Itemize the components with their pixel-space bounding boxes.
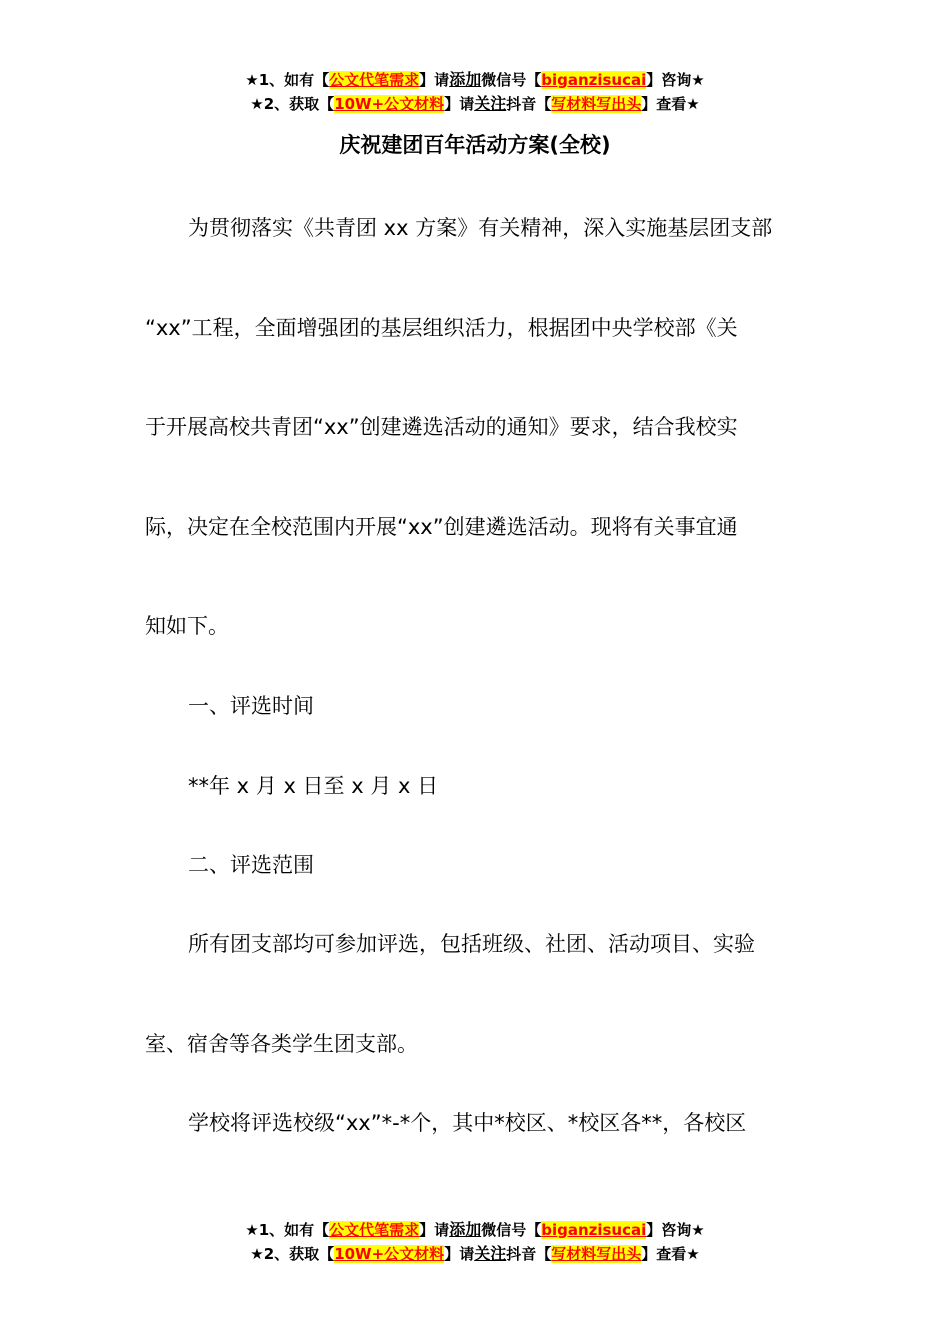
banner-line-1: ★1、如有【公文代笔需求】请添加微信号【biganzisucai】咨询★: [245, 70, 705, 89]
banner-line-2: ★2、获取【10W+公文材料】请关注抖音【写材料写出头】查看★: [250, 94, 700, 113]
wechat-id-highlight: biganzisucai: [541, 71, 647, 89]
body-line: **年 x 月 x 日至 x 月 x 日: [188, 774, 439, 798]
wechat-id-highlight: biganzisucai: [541, 1221, 647, 1239]
bottom-banner: [0, 1218, 950, 1266]
body-line: 所有团支部均可参加评选，包括班级、社团、活动项目、实验: [188, 932, 755, 956]
body-line: 于开展高校共青团“xx”创建遴选活动的通知》要求，结合我校实: [145, 415, 738, 439]
ghostwriting-highlight: 公文代笔需求: [329, 71, 420, 89]
banner-line-1: ★1、如有【公文代笔需求】请添加微信号【biganzisucai】咨询★: [245, 1220, 705, 1239]
body-line: “xx”工程，全面增强团的基层组织活力，根据团中央学校部《关: [145, 316, 738, 340]
body-line: 知如下。: [145, 614, 229, 638]
section-heading: 二、评选范围: [188, 853, 314, 877]
douyin-highlight: 写材料写出头: [551, 1245, 642, 1263]
section-heading: 一、评选时间: [188, 694, 314, 718]
body-line: 为贯彻落实《共青团 xx 方案》有关精神，深入实施基层团支部: [188, 216, 773, 240]
body-line: 室、宿舍等各类学生团支部。: [145, 1032, 418, 1056]
document-title: 庆祝建团百年活动方案(全校): [339, 133, 611, 157]
douyin-highlight: 写材料写出头: [551, 95, 642, 113]
body-line: 学校将评选校级“xx”*-*个，其中*校区、*校区各**，各校区: [188, 1111, 747, 1135]
ghostwriting-highlight: 公文代笔需求: [329, 1221, 420, 1239]
top-banner: [0, 68, 950, 116]
banner-line-2: ★2、获取【10W+公文材料】请关注抖音【写材料写出头】查看★: [250, 1244, 700, 1263]
body-line: 际，决定在全校范围内开展“xx”创建遴选活动。现将有关事宜通: [145, 515, 738, 539]
materials-highlight: 10W+公文材料: [334, 95, 445, 113]
materials-highlight: 10W+公文材料: [334, 1245, 445, 1263]
